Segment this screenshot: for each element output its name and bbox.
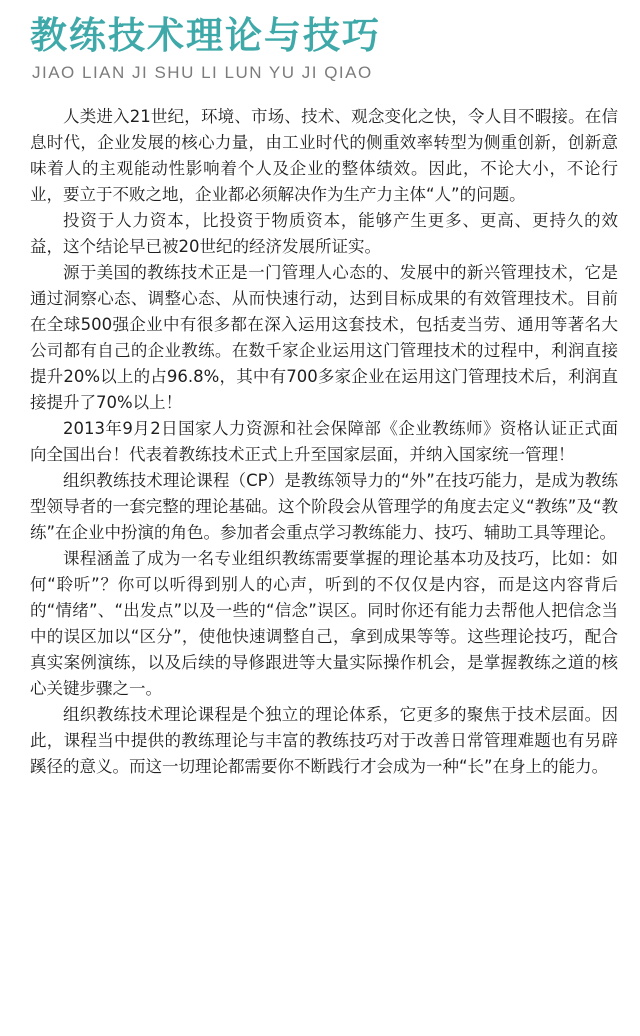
paragraph: 组织教练技术理论课程是个独立的理论体系，它更多的聚焦于技术层面。因此，课程当中提供的教练理论与丰富的教练技巧对于改善日常管理难题也有另辟蹊径的意义。而这一切理论都需要你不断践行才会成为一种“长”在身上的能力。 <box>30 705 618 776</box>
article-title: 教练技术理论与技巧 <box>30 14 381 57</box>
article-title-pinyin: JIAO LIAN JI SHU LI LUN YU JI QIAO <box>32 63 373 82</box>
paragraph: 源于美国的教练技术正是一门管理人心态的、发展中的新兴管理技术，它是通过洞察心态、调整心态、从而快速行动，达到目标成果的有效管理技术。目前在全球500强企业中有很多都在深入运用这套技术，包括麦当劳、通用等著名大公司都有自己的企业教练。在数千家企业运用这门管理技术的过程中，利润直接提升20%以上的占96.8%，其中有700多家企业在运用这门管理技术后，利润直接提升了70%以上！ <box>30 263 618 412</box>
paragraph: 组织教练技术理论课程（CP）是教练领导力的“外”在技巧能力，是成为教练型领导者的一套完整的理论基础。这个阶段会从管理学的角度去定义“教练”及“教练”在企业中扮演的角色。参加者会重点学习教练能力、技巧、辅助工具等理论。 <box>30 471 618 542</box>
article-body <box>30 104 618 780</box>
paragraph: 2013年9月2日国家人力资源和社会保障部《企业教练师》资格认证正式面向全国出台！代表着教练技术正式上升至国家层面，并纳入国家统一管理！ <box>30 419 618 464</box>
paragraph: 投资于人力资本，比投资于物质资本，能够产生更多、更高、更持久的效益，这个结论早已被20世纪的经济发展所证实。 <box>30 211 618 256</box>
paragraph: 人类进入21世纪，环境、市场、技术、观念变化之快，令人目不暇接。在信息时代，企业发展的核心力量，由工业时代的侧重效率转型为侧重创新，创新意味着人的主观能动性影响着个人及企业的整体绩效。因此，不论大小，不论行业，要立于不败之地，企业都必须解决作为生产力主体“人”的问题。 <box>30 107 618 204</box>
paragraph: 课程涵盖了成为一名专业组织教练需要掌握的理论基本功及技巧，比如：如何“聆听”？你可以听得到别人的心声，听到的不仅仅是内容，而是这内容背后的“情绪”、“出发点”以及一些的“信念”误区。同时你还有能力去帮他人把信念当中的误区加以“区分”，使他快速调整自己，拿到成果等等。这些理论技巧，配合真实案例演练，以及后续的导修跟进等大量实际操作机会，是掌握教练之道的核心关键步骤之一。 <box>30 549 618 698</box>
